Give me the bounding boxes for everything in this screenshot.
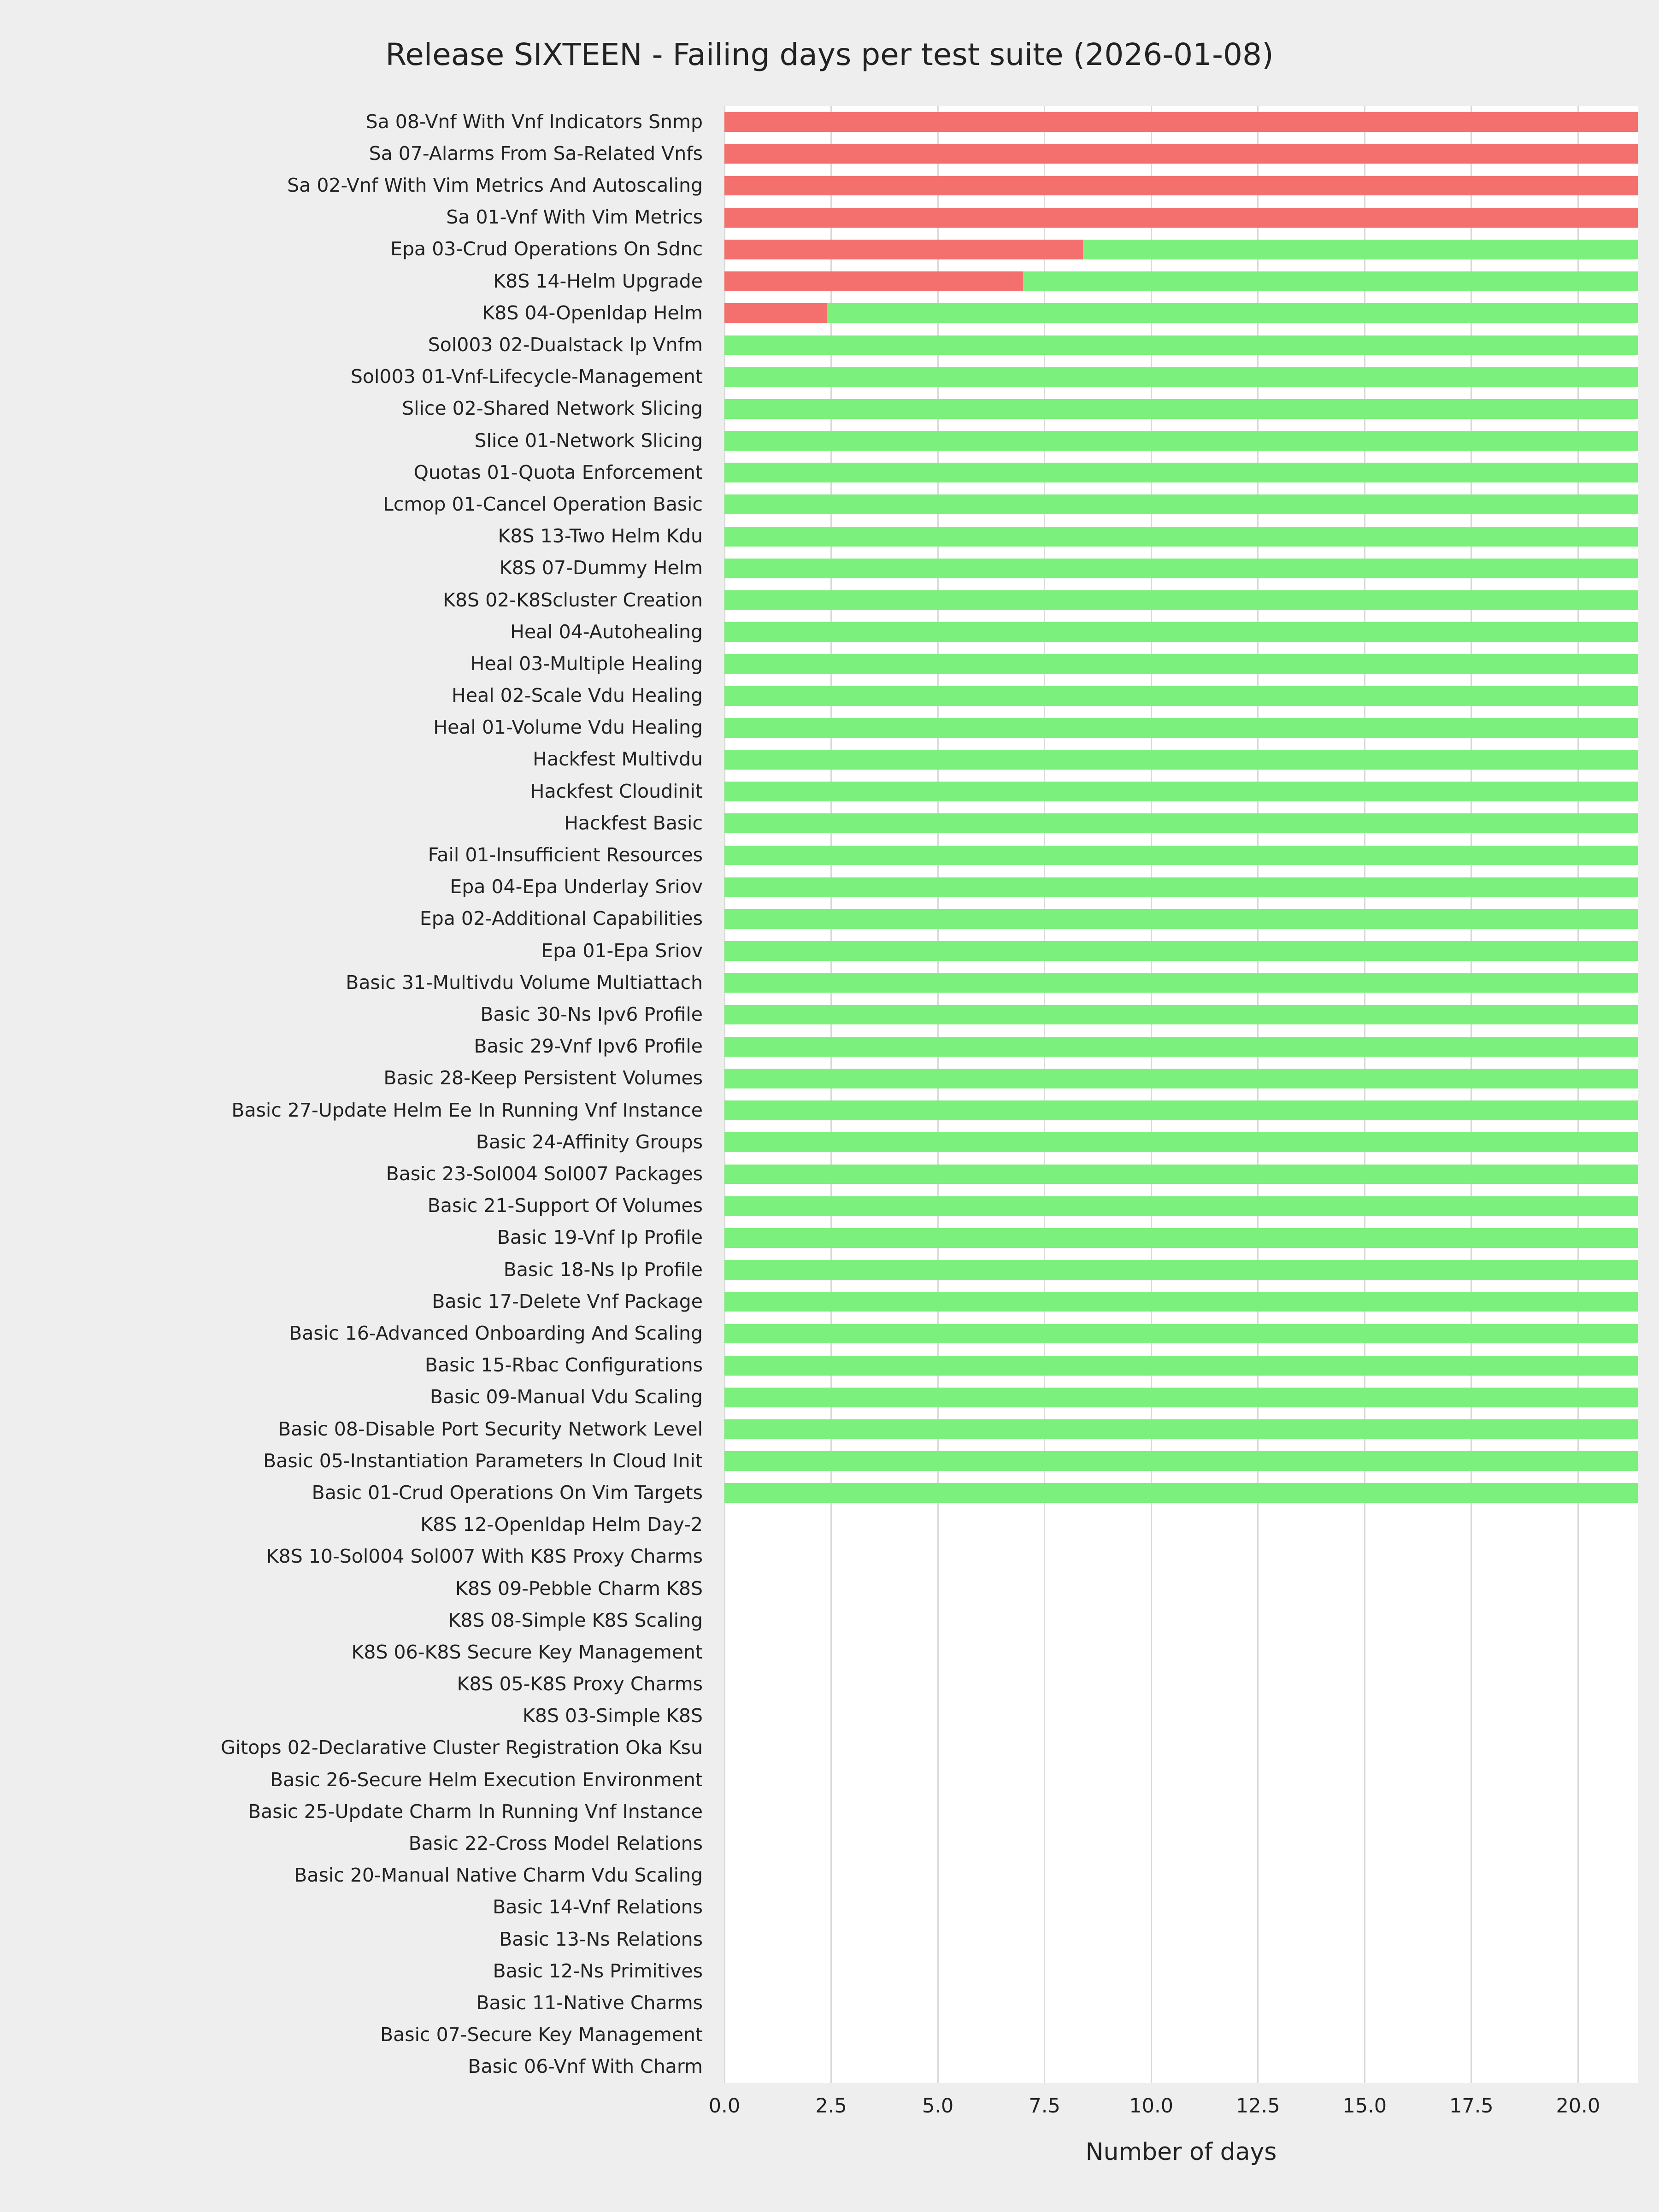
y-axis-tick-label: K8S 10-Sol004 Sol007 With K8S Proxy Charms bbox=[266, 1545, 703, 1568]
y-axis-tick-label: Basic 11-Native Charms bbox=[476, 1992, 703, 2014]
y-axis-tick-label: Epa 01-Epa Sriov bbox=[541, 939, 703, 962]
y-axis-tick-label: Sa 01-Vnf With Vim Metrics bbox=[446, 206, 703, 229]
bar-row[interactable] bbox=[724, 1579, 1638, 1599]
bar-row[interactable] bbox=[724, 271, 1638, 291]
bar-segment-passing[interactable] bbox=[724, 718, 1638, 738]
y-axis-tick-label: Basic 15-Rbac Configurations bbox=[424, 1354, 703, 1377]
bar-segment-passing[interactable] bbox=[724, 1165, 1638, 1184]
bar-row[interactable] bbox=[724, 559, 1638, 578]
y-axis-tick-label: Heal 03-Multiple Healing bbox=[470, 652, 703, 675]
bar-row[interactable] bbox=[724, 1100, 1638, 1120]
y-axis-tick-label: Basic 31-Multivdu Volume Multiattach bbox=[346, 971, 703, 994]
x-axis-tick-label: 20.0 bbox=[1556, 2094, 1600, 2118]
bar-row[interactable] bbox=[724, 1547, 1638, 1567]
bar-segment-failing[interactable] bbox=[724, 271, 1023, 291]
bar-row[interactable] bbox=[724, 1515, 1638, 1535]
bar-row[interactable] bbox=[724, 1037, 1638, 1057]
x-axis-tick-label: 2.5 bbox=[815, 2094, 847, 2118]
bar-segment-passing[interactable] bbox=[724, 463, 1638, 482]
bar-row[interactable] bbox=[724, 1388, 1638, 1407]
y-axis-labels bbox=[0, 106, 712, 2083]
y-axis-tick-label: K8S 07-Dummy Helm bbox=[499, 557, 703, 579]
bar-segment-passing[interactable] bbox=[724, 1483, 1638, 1503]
bar-segment-passing[interactable] bbox=[724, 686, 1638, 706]
bar-segment-failing[interactable] bbox=[724, 240, 1083, 259]
bar-row[interactable] bbox=[724, 1706, 1638, 1726]
y-axis-tick-label: Basic 26-Secure Helm Execution Environment bbox=[270, 1768, 703, 1791]
y-axis-tick-label: K8S 12-Openldap Helm Day-2 bbox=[420, 1513, 703, 1536]
y-axis-tick-label: K8S 04-Openldap Helm bbox=[482, 301, 703, 324]
bar-segment-passing[interactable] bbox=[724, 782, 1638, 801]
bar-row[interactable] bbox=[724, 1356, 1638, 1376]
bar-segment-passing[interactable] bbox=[724, 527, 1638, 547]
bar-row[interactable] bbox=[724, 654, 1638, 674]
y-axis-tick-label: Epa 04-Epa Underlay Sriov bbox=[450, 876, 703, 898]
bar-row[interactable] bbox=[724, 1802, 1638, 1822]
y-axis-tick-label: K8S 05-K8S Proxy Charms bbox=[457, 1673, 703, 1695]
bar-row[interactable] bbox=[724, 1961, 1638, 1981]
bar-segment-passing[interactable] bbox=[724, 1260, 1638, 1280]
bar-segment-passing[interactable] bbox=[724, 1292, 1638, 1312]
y-axis-tick-label: Sol003 01-Vnf-Lifecycle-Management bbox=[350, 365, 703, 388]
y-axis-tick-label: Basic 21-Support Of Volumes bbox=[427, 1194, 703, 1217]
x-axis-tick-label: 12.5 bbox=[1235, 2094, 1280, 2118]
y-axis-tick-label: K8S 02-K8Scluster Creation bbox=[443, 588, 703, 611]
bar-row[interactable] bbox=[724, 2025, 1638, 2045]
bar-row[interactable] bbox=[724, 303, 1638, 323]
bar-row[interactable] bbox=[724, 813, 1638, 833]
y-axis-tick-label: K8S 03-Simple K8S bbox=[522, 1705, 703, 1727]
bar-row[interactable] bbox=[724, 750, 1638, 770]
bar-segment-passing[interactable] bbox=[724, 335, 1638, 355]
y-axis-tick-label: Heal 01-Volume Vdu Healing bbox=[433, 716, 703, 739]
y-axis-tick-label: Basic 18-Ns Ip Profile bbox=[503, 1258, 703, 1281]
bar-row[interactable] bbox=[724, 590, 1638, 610]
bar-segment-passing[interactable] bbox=[724, 1037, 1638, 1057]
bar-row[interactable] bbox=[724, 494, 1638, 514]
y-axis-tick-label: Heal 02-Scale Vdu Healing bbox=[452, 684, 703, 707]
bar-row[interactable] bbox=[724, 1228, 1638, 1248]
y-axis-tick-label: Basic 14-Vnf Relations bbox=[493, 1896, 703, 1918]
y-axis-tick-label: Slice 01-Network Slicing bbox=[474, 429, 703, 452]
bar-segment-passing[interactable] bbox=[724, 1388, 1638, 1407]
bar-row[interactable] bbox=[724, 1770, 1638, 1790]
bar-row[interactable] bbox=[724, 1611, 1638, 1630]
bar-segment-passing[interactable] bbox=[724, 431, 1638, 451]
y-axis-tick-label: Basic 12-Ns Primitives bbox=[493, 1959, 703, 1982]
y-axis-tick-label: Sa 07-Alarms From Sa-Related Vnfs bbox=[369, 142, 703, 165]
bar-row[interactable] bbox=[724, 1898, 1638, 1918]
bar-segment-passing[interactable] bbox=[724, 909, 1638, 929]
y-axis-tick-label: Basic 07-Secure Key Management bbox=[380, 2024, 703, 2046]
bar-row[interactable] bbox=[724, 718, 1638, 738]
bar-rows bbox=[724, 106, 1638, 2083]
bar-row[interactable] bbox=[724, 335, 1638, 355]
y-axis-tick-label: Basic 16-Advanced Onboarding And Scaling bbox=[289, 1322, 703, 1344]
bar-segment-passing[interactable] bbox=[724, 941, 1638, 961]
bar-row[interactable] bbox=[724, 1132, 1638, 1152]
bar-row[interactable] bbox=[724, 941, 1638, 961]
y-axis-tick-label: Sa 08-Vnf With Vnf Indicators Snmp bbox=[365, 110, 703, 133]
y-axis-tick-label: Slice 02-Shared Network Slicing bbox=[402, 397, 703, 420]
bar-segment-passing[interactable] bbox=[724, 846, 1638, 865]
bar-row[interactable] bbox=[724, 240, 1638, 259]
y-axis-tick-label: Hackfest Basic bbox=[564, 812, 703, 834]
bar-row[interactable] bbox=[724, 1738, 1638, 1758]
y-axis-tick-label: Basic 30-Ns Ipv6 Profile bbox=[480, 1003, 703, 1026]
bar-segment-failing[interactable] bbox=[724, 112, 1638, 132]
y-axis-tick-label: Basic 13-Ns Relations bbox=[499, 1928, 703, 1950]
bar-row[interactable] bbox=[724, 1642, 1638, 1662]
y-axis-tick-label: Epa 03-Crud Operations On Sdnc bbox=[390, 238, 703, 260]
bar-row[interactable] bbox=[724, 144, 1638, 164]
bar-segment-failing[interactable] bbox=[724, 176, 1638, 196]
bar-row[interactable] bbox=[724, 877, 1638, 897]
bar-row[interactable] bbox=[724, 2057, 1638, 2077]
y-axis-tick-label: K8S 14-Helm Upgrade bbox=[493, 270, 703, 292]
bar-segment-passing[interactable] bbox=[724, 1005, 1638, 1025]
x-axis-tick-label: 0.0 bbox=[708, 2094, 741, 2118]
bar-segment-passing[interactable] bbox=[724, 1451, 1638, 1471]
bar-segment-passing[interactable] bbox=[724, 813, 1638, 833]
bar-row[interactable] bbox=[724, 1451, 1638, 1471]
y-axis-tick-label: Basic 20-Manual Native Charm Vdu Scaling bbox=[294, 1864, 703, 1887]
bar-row[interactable] bbox=[724, 686, 1638, 706]
bar-row[interactable] bbox=[724, 176, 1638, 196]
bar-row[interactable] bbox=[724, 909, 1638, 929]
y-axis-tick-label: Basic 01-Crud Operations On Vim Targets bbox=[312, 1481, 703, 1504]
bar-segment-failing[interactable] bbox=[724, 303, 827, 323]
x-axis-ticks bbox=[708, 2094, 1638, 2127]
y-axis-tick-label: Sa 02-Vnf With Vim Metrics And Autoscaling bbox=[287, 174, 703, 196]
bar-row[interactable] bbox=[724, 431, 1638, 451]
bar-row[interactable] bbox=[724, 399, 1638, 419]
bar-row[interactable] bbox=[724, 1069, 1638, 1088]
bar-row[interactable] bbox=[724, 1994, 1638, 2013]
bar-row[interactable] bbox=[724, 1675, 1638, 1694]
bar-segment-passing[interactable] bbox=[724, 1228, 1638, 1248]
y-axis-tick-label: Heal 04-Autohealing bbox=[510, 620, 703, 643]
bar-row[interactable] bbox=[724, 1005, 1638, 1025]
x-axis-tick-label: 7.5 bbox=[1029, 2094, 1060, 2118]
bar-segment-passing[interactable] bbox=[724, 654, 1638, 674]
bar-segment-passing[interactable] bbox=[724, 303, 1638, 323]
bar-segment-passing[interactable] bbox=[724, 494, 1638, 514]
bar-row[interactable] bbox=[724, 846, 1638, 865]
y-axis-tick-label: Basic 22-Cross Model Relations bbox=[408, 1832, 703, 1855]
bar-segment-passing[interactable] bbox=[724, 1356, 1638, 1376]
y-axis-tick-label: Hackfest Cloudinit bbox=[530, 780, 703, 802]
y-axis-tick-label: Epa 02-Additional Capabilities bbox=[419, 907, 703, 930]
bar-row[interactable] bbox=[724, 1866, 1638, 1886]
y-axis-tick-label: Basic 05-Instantiation Parameters In Cloud Init bbox=[263, 1449, 703, 1472]
y-axis-tick-label: Hackfest Multivdu bbox=[533, 748, 703, 771]
bar-row[interactable] bbox=[724, 208, 1638, 228]
bar-row[interactable] bbox=[724, 463, 1638, 482]
y-axis-tick-label: Basic 25-Update Charm In Running Vnf Instance bbox=[248, 1800, 703, 1823]
bar-segment-passing[interactable] bbox=[724, 399, 1638, 419]
x-axis-title: Number of days bbox=[1085, 2138, 1277, 2166]
bar-row[interactable] bbox=[724, 622, 1638, 642]
y-axis-tick-label: Basic 19-Vnf Ip Profile bbox=[497, 1226, 703, 1249]
bar-row[interactable] bbox=[724, 367, 1638, 387]
y-axis-tick-label: Quotas 01-Quota Enforcement bbox=[413, 461, 703, 483]
bar-segment-passing[interactable] bbox=[724, 622, 1638, 642]
bar-row[interactable] bbox=[724, 1483, 1638, 1503]
y-axis-tick-label: Sol003 02-Dualstack Ip Vnfm bbox=[428, 333, 703, 356]
y-axis-tick-label: Basic 08-Disable Port Security Network Level bbox=[278, 1418, 703, 1440]
y-axis-tick-label: K8S 09-Pebble Charm K8S bbox=[455, 1577, 703, 1600]
bar-row[interactable] bbox=[724, 1930, 1638, 1949]
bar-segment-passing[interactable] bbox=[724, 877, 1638, 897]
plot-area bbox=[724, 106, 1638, 2083]
bar-segment-failing[interactable] bbox=[724, 208, 1638, 228]
bar-segment-passing[interactable] bbox=[724, 1196, 1638, 1216]
bar-segment-passing[interactable] bbox=[724, 367, 1638, 387]
x-axis-tick-label: 17.5 bbox=[1449, 2094, 1494, 2118]
y-axis-tick-label: Fail 01-Insufficient Resources bbox=[428, 844, 703, 866]
bar-segment-passing[interactable] bbox=[724, 559, 1638, 578]
y-axis-tick-label: Basic 28-Keep Persistent Volumes bbox=[383, 1067, 703, 1089]
bar-segment-passing[interactable] bbox=[724, 1132, 1638, 1152]
x-axis-tick-label: 10.0 bbox=[1129, 2094, 1174, 2118]
y-axis-tick-label: K8S 13-Two Helm Kdu bbox=[498, 525, 703, 547]
bar-row[interactable] bbox=[724, 1165, 1638, 1184]
bar-segment-passing[interactable] bbox=[724, 1419, 1638, 1439]
bar-segment-passing[interactable] bbox=[724, 1069, 1638, 1088]
y-axis-tick-label: K8S 08-Simple K8S Scaling bbox=[448, 1609, 703, 1631]
y-axis-tick-label: Basic 29-Vnf Ipv6 Profile bbox=[474, 1035, 703, 1058]
y-axis-tick-label: Basic 23-Sol004 Sol007 Packages bbox=[386, 1162, 703, 1185]
bar-segment-passing[interactable] bbox=[724, 1324, 1638, 1344]
y-axis-tick-label: Basic 09-Manual Vdu Scaling bbox=[429, 1386, 703, 1408]
bar-row[interactable] bbox=[724, 112, 1638, 132]
bar-row[interactable] bbox=[724, 527, 1638, 547]
y-axis-tick-label: K8S 06-K8S Secure Key Management bbox=[351, 1641, 703, 1663]
bar-row[interactable] bbox=[724, 1834, 1638, 1854]
bar-row[interactable] bbox=[724, 973, 1638, 993]
y-axis-tick-label: Basic 27-Update Helm Ee In Running Vnf Instance bbox=[231, 1099, 703, 1121]
bar-row[interactable] bbox=[724, 782, 1638, 801]
y-axis-tick-label: Gitops 02-Declarative Cluster Registration Oka Ksu bbox=[220, 1736, 703, 1759]
bar-row[interactable] bbox=[724, 1292, 1638, 1312]
y-axis-tick-label: Basic 06-Vnf With Charm bbox=[468, 2055, 703, 2078]
y-axis-tick-label: Lcmop 01-Cancel Operation Basic bbox=[383, 493, 703, 515]
y-axis-tick-label: Basic 17-Delete Vnf Package bbox=[432, 1290, 703, 1312]
bar-segment-passing[interactable] bbox=[724, 973, 1638, 993]
x-axis-tick-label: 15.0 bbox=[1342, 2094, 1387, 2118]
bar-segment-passing[interactable] bbox=[724, 750, 1638, 770]
chart-title: Release SIXTEEN - Failing days per test suite (2026-01-08) bbox=[385, 37, 1274, 72]
y-axis-tick-label: Basic 24-Affinity Groups bbox=[476, 1130, 703, 1153]
bar-row[interactable] bbox=[724, 1324, 1638, 1344]
bar-row[interactable] bbox=[724, 1196, 1638, 1216]
bar-segment-passing[interactable] bbox=[724, 1100, 1638, 1120]
bar-segment-passing[interactable] bbox=[724, 590, 1638, 610]
x-axis-tick-label: 5.0 bbox=[922, 2094, 954, 2118]
bar-row[interactable] bbox=[724, 1260, 1638, 1280]
bar-segment-failing[interactable] bbox=[724, 144, 1638, 164]
bar-row[interactable] bbox=[724, 1419, 1638, 1439]
